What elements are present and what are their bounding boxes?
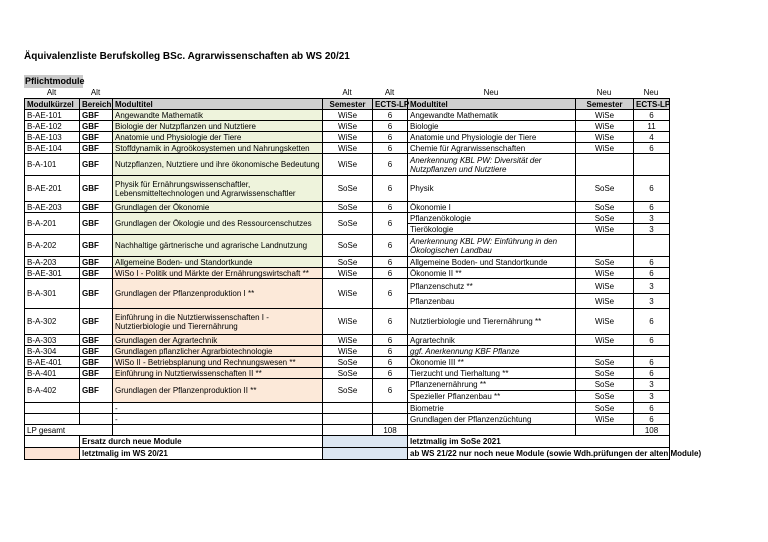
cell-ects-old: 6	[373, 379, 408, 403]
table-row	[25, 235, 670, 257]
cell-module-title-new: Allgemeine Boden- und Standortkunde	[408, 257, 576, 268]
total-ects-new: 108	[634, 425, 670, 436]
cell-ects-new	[634, 235, 670, 257]
legend-swatch-blue	[323, 436, 408, 448]
legend-swatch-blue	[323, 448, 408, 460]
cell-semester-old: WiSe	[323, 335, 373, 346]
cell-semester-new	[576, 154, 634, 176]
cell-semester-old	[323, 403, 373, 414]
cell-semester-new: SoSe	[576, 403, 634, 414]
cell-module-code: B-AE-102	[25, 121, 80, 132]
table-row	[25, 154, 670, 176]
cell-ects-old: 6	[373, 279, 408, 309]
document-title: Äquivalenzliste Berufskolleg BSc. Agrarwissenschaften ab WS 20/21	[24, 51, 350, 62]
cell-module-code: B-A-201	[25, 213, 80, 235]
cell-semester-old: WiSe	[323, 279, 373, 309]
cell-module-title-old: Nutzpflanzen, Nutztiere und ihre ökonomische Bedeutung	[113, 154, 323, 176]
cell-semester-new: SoSe	[576, 257, 634, 268]
cell-module-title-old: Allgemeine Boden- und Standortkunde	[113, 257, 323, 268]
cell-ects-new: 6	[634, 357, 670, 368]
cell-ects-old: 6	[373, 368, 408, 379]
cell-module-code: B-AE-301	[25, 268, 80, 279]
top-label: Alt	[384, 88, 395, 97]
cell-module-title-new: Nutztierbiologie und Tierernährung **	[408, 309, 576, 335]
cell-ects-new: 3	[634, 294, 670, 309]
top-label: Neu	[483, 88, 499, 97]
cell-area: GBF	[80, 143, 113, 154]
cell-ects-old	[373, 414, 408, 425]
cell-semester-new: SoSe	[576, 213, 634, 224]
total-spacer	[113, 425, 323, 436]
cell-semester-new: SoSe	[576, 368, 634, 379]
cell-semester-old: SoSe	[323, 357, 373, 368]
cell-module-title-new: Pflanzenernährung **	[408, 379, 576, 391]
total-ects-old: 108	[373, 425, 408, 436]
header-row	[25, 99, 670, 110]
table-row	[25, 132, 670, 143]
cell-ects-new: 6	[634, 257, 670, 268]
table-row	[25, 335, 670, 346]
equivalence-table	[24, 98, 702, 460]
cell-module-title-new: Pflanzenökologie	[408, 213, 576, 224]
cell-semester-old	[323, 414, 373, 425]
cell-ects-new: 3	[634, 279, 670, 294]
top-label: Alt	[342, 88, 352, 97]
table-row	[25, 202, 670, 213]
cell-ects-old: 6	[373, 257, 408, 268]
cell-module-code: B-AE-104	[25, 143, 80, 154]
cell-module-code: B-A-401	[25, 368, 80, 379]
cell-ects-new: 6	[634, 414, 670, 425]
cell-ects-old: 6	[373, 202, 408, 213]
cell-module-title-old: Grundlagen der Pflanzenproduktion II **	[113, 379, 323, 403]
cell-semester-new: WiSe	[576, 132, 634, 143]
cell-semester-new: WiSe	[576, 279, 634, 294]
cell-semester-new: SoSe	[576, 357, 634, 368]
cell-module-title-new: Ökonomie I	[408, 202, 576, 213]
cell-area: GBF	[80, 213, 113, 235]
table-row	[25, 379, 670, 391]
cell-module-title-old: Grundlagen pflanzlicher Agrarbiotechnologie	[113, 346, 323, 357]
cell-semester-new: WiSe	[576, 335, 634, 346]
table-row	[25, 110, 670, 121]
cell-module-title-new: Pflanzenbau	[408, 294, 576, 309]
cell-ects-old: 6	[373, 346, 408, 357]
cell-module-title-new: Grundlagen der Pflanzenzüchtung	[408, 414, 576, 425]
cell-semester-old: WiSe	[323, 143, 373, 154]
legend-text-left: letztmalig im WS 20/21	[80, 448, 323, 460]
cell-module-title-old: Einführung in Nutztierwissenschaften II **	[113, 368, 323, 379]
cell-area	[80, 414, 113, 425]
cell-semester-old: WiSe	[323, 110, 373, 121]
cell-semester-new: WiSe	[576, 121, 634, 132]
col-header-code: Modulkürzel	[25, 99, 80, 110]
cell-module-title-new: Biometrie	[408, 403, 576, 414]
cell-semester-new: WiSe	[576, 110, 634, 121]
cell-module-title-new: Biologie	[408, 121, 576, 132]
cell-ects-new	[634, 154, 670, 176]
cell-module-title-new: Spezieller Pflanzenbau **	[408, 391, 576, 403]
cell-module-title-old: Biologie der Nutzpflanzen und Nutztiere	[113, 121, 323, 132]
cell-module-title-new: Angewandte Mathematik	[408, 110, 576, 121]
cell-ects-new	[634, 346, 670, 357]
cell-semester-new: WiSe	[576, 294, 634, 309]
cell-semester-old: SoSe	[323, 379, 373, 403]
cell-module-code: B-AE-401	[25, 357, 80, 368]
section-title: Pflichtmodule	[25, 76, 85, 86]
cell-module-title-old: Nachhaltige gärtnerische und agrarische Landnutzung	[113, 235, 323, 257]
table-row	[25, 257, 670, 268]
cell-semester-new	[576, 235, 634, 257]
cell-semester-old: SoSe	[323, 368, 373, 379]
cell-module-title-new: Tierökologie	[408, 224, 576, 235]
cell-semester-old: WiSe	[323, 154, 373, 176]
cell-area	[80, 403, 113, 414]
cell-module-title-new: Ökonomie II **	[408, 268, 576, 279]
top-label: Neu	[643, 88, 659, 97]
cell-ects-old: 6	[373, 143, 408, 154]
cell-semester-old: SoSe	[323, 257, 373, 268]
cell-ects-old: 6	[373, 176, 408, 202]
cell-module-code: B-A-304	[25, 346, 80, 357]
legend-row	[25, 448, 670, 460]
cell-area: GBF	[80, 335, 113, 346]
table-row	[25, 268, 670, 279]
cell-area: GBF	[80, 346, 113, 357]
cell-module-code: B-A-101	[25, 154, 80, 176]
cell-module-title-new: Anatomie und Physiologie der Tiere	[408, 132, 576, 143]
cell-area: GBF	[80, 176, 113, 202]
cell-semester-new: WiSe	[576, 143, 634, 154]
cell-ects-old	[373, 403, 408, 414]
cell-module-title-old: WiSo II - Betriebsplanung und Rechnungswesen **	[113, 357, 323, 368]
cell-semester-new: SoSe	[576, 202, 634, 213]
table-row	[25, 143, 670, 154]
cell-area: GBF	[80, 121, 113, 132]
cell-semester-old: SoSe	[323, 235, 373, 257]
cell-semester-new: WiSe	[576, 224, 634, 235]
cell-module-title-old: Angewandte Mathematik	[113, 110, 323, 121]
cell-ects-new: 6	[634, 176, 670, 202]
legend-text-left: Ersatz durch neue Module	[80, 436, 323, 448]
cell-ects-new: 11	[634, 121, 670, 132]
cell-module-code	[25, 403, 80, 414]
cell-module-code: B-AE-101	[25, 110, 80, 121]
cell-module-code: B-A-402	[25, 379, 80, 403]
cell-module-code: B-A-301	[25, 279, 80, 309]
cell-ects-new: 6	[634, 110, 670, 121]
cell-module-code: B-AE-201	[25, 176, 80, 202]
cell-area: GBF	[80, 154, 113, 176]
cell-ects-old: 6	[373, 268, 408, 279]
cell-area: GBF	[80, 235, 113, 257]
cell-module-title-new: Agrartechnik	[408, 335, 576, 346]
cell-area: GBF	[80, 357, 113, 368]
cell-semester-old: WiSe	[323, 132, 373, 143]
cell-module-title-old: Anatomie und Physiologie der Tiere	[113, 132, 323, 143]
cell-ects-old: 6	[373, 132, 408, 143]
cell-module-title-new: Physik	[408, 176, 576, 202]
cell-module-title-old: -	[113, 403, 323, 414]
col-header-ects-new: ECTS-LP	[634, 99, 670, 110]
cell-semester-new: SoSe	[576, 391, 634, 403]
legend-text-right: ab WS 21/22 nur noch neue Module (sowie Wdh.prüfungen der alten Module)	[408, 448, 670, 460]
cell-module-title-old: -	[113, 414, 323, 425]
cell-module-code	[25, 414, 80, 425]
cell-semester-old: WiSe	[323, 309, 373, 335]
cell-area: GBF	[80, 257, 113, 268]
cell-module-title-old: Stoffdynamik in Agroökosystemen und Nahrungsketten	[113, 143, 323, 154]
cell-ects-new: 6	[634, 143, 670, 154]
col-header-title-old: Modultitel	[113, 99, 323, 110]
col-header-semester-old: Semester	[323, 99, 373, 110]
cell-ects-new: 3	[634, 213, 670, 224]
cell-ects-new: 6	[634, 309, 670, 335]
cell-semester-old: SoSe	[323, 202, 373, 213]
cell-ects-old: 6	[373, 235, 408, 257]
total-spacer	[323, 425, 373, 436]
cell-module-code: B-A-203	[25, 257, 80, 268]
cell-ects-new: 6	[634, 335, 670, 346]
col-header-ects-old: ECTS-LP	[373, 99, 408, 110]
top-label: Alt	[90, 88, 101, 97]
cell-module-title-old: Physik für Ernährungswissenschaftler, Lebensmitteltechnologen und Agrarwissenschaftler	[113, 176, 323, 202]
cell-semester-new: WiSe	[576, 309, 634, 335]
cell-area: GBF	[80, 279, 113, 309]
total-row	[25, 425, 670, 436]
cell-ects-new: 6	[634, 403, 670, 414]
cell-module-code: B-A-202	[25, 235, 80, 257]
cell-semester-old: WiSe	[323, 121, 373, 132]
cell-module-title-new: Pflanzenschutz **	[408, 279, 576, 294]
legend-swatch-orange	[25, 448, 80, 460]
cell-semester-new: WiSe	[576, 414, 634, 425]
cell-module-title-new: Anerkennung KBL PW: Diversität der Nutzpflanzen und Nutztiere	[408, 154, 576, 176]
table-row	[25, 346, 670, 357]
cell-ects-new: 3	[634, 224, 670, 235]
cell-module-title-new: Chemie für Agrarwissenschaften	[408, 143, 576, 154]
cell-ects-old: 6	[373, 335, 408, 346]
total-spacer	[408, 425, 576, 436]
cell-module-code: B-AE-203	[25, 202, 80, 213]
table-row	[25, 176, 670, 202]
cell-module-title-old: WiSo I - Politik und Märkte der Ernährungswirtschaft **	[113, 268, 323, 279]
col-header-title-new: Modultitel	[408, 99, 576, 110]
cell-module-title-old: Grundlagen der Pflanzenproduktion I **	[113, 279, 323, 309]
total-spacer	[576, 425, 634, 436]
cell-ects-old: 6	[373, 309, 408, 335]
top-label-row	[24, 88, 669, 98]
cell-area: GBF	[80, 202, 113, 213]
cell-ects-old: 6	[373, 154, 408, 176]
cell-ects-new: 3	[634, 379, 670, 391]
cell-ects-old: 6	[373, 357, 408, 368]
cell-ects-new: 6	[634, 368, 670, 379]
cell-semester-old: WiSe	[323, 268, 373, 279]
cell-module-title-old: Grundlagen der Ökologie und des Ressourcenschutzes	[113, 213, 323, 235]
table-row	[25, 414, 670, 425]
top-label: Alt	[46, 88, 57, 97]
cell-module-title-new: ggf. Anerkennung KBF Pflanze	[408, 346, 576, 357]
cell-area: GBF	[80, 132, 113, 143]
total-label: LP gesamt	[25, 425, 113, 436]
cell-semester-old: SoSe	[323, 176, 373, 202]
cell-module-code: B-AE-103	[25, 132, 80, 143]
cell-area: GBF	[80, 309, 113, 335]
cell-area: GBF	[80, 268, 113, 279]
cell-semester-new: SoSe	[576, 176, 634, 202]
cell-ects-new: 3	[634, 391, 670, 403]
cell-ects-old: 6	[373, 121, 408, 132]
cell-module-title-old: Einführung in die Nutztierwissenschaften I - Nutztierbiologie und Tierernährung	[113, 309, 323, 335]
table-row	[25, 213, 670, 224]
cell-ects-new: 6	[634, 202, 670, 213]
cell-ects-new: 4	[634, 132, 670, 143]
cell-area: GBF	[80, 379, 113, 403]
cell-module-code: B-A-302	[25, 309, 80, 335]
cell-area: GBF	[80, 368, 113, 379]
cell-semester-new	[576, 346, 634, 357]
col-header-semester-new: Semester	[576, 99, 634, 110]
cell-module-code: B-A-303	[25, 335, 80, 346]
cell-semester-new: SoSe	[576, 379, 634, 391]
table-row	[25, 309, 670, 335]
cell-module-title-old: Grundlagen der Agrartechnik	[113, 335, 323, 346]
table-row	[25, 368, 670, 379]
cell-area: GBF	[80, 110, 113, 121]
cell-module-title-new: Tierzucht und Tierhaltung **	[408, 368, 576, 379]
top-label: Neu	[596, 88, 612, 97]
cell-ects-old: 6	[373, 213, 408, 235]
legend-text-right: letztmalig im SoSe 2021	[408, 436, 670, 448]
cell-module-title-new: Ökonomie III **	[408, 357, 576, 368]
cell-module-title-new: Anerkennung KBL PW: Einführung in den Ökologischen Landbau	[408, 235, 576, 257]
cell-semester-new: WiSe	[576, 268, 634, 279]
table-row	[25, 279, 670, 294]
table-row	[25, 357, 670, 368]
legend-swatch-orange	[25, 436, 80, 448]
table-row	[25, 403, 670, 414]
table-row	[25, 121, 670, 132]
cell-semester-old: SoSe	[323, 213, 373, 235]
col-header-area: Bereich	[80, 99, 113, 110]
cell-semester-old: WiSe	[323, 346, 373, 357]
cell-ects-new: 6	[634, 268, 670, 279]
legend-row	[25, 436, 670, 448]
cell-ects-old: 6	[373, 110, 408, 121]
cell-module-title-old: Grundlagen der Ökonomie	[113, 202, 323, 213]
